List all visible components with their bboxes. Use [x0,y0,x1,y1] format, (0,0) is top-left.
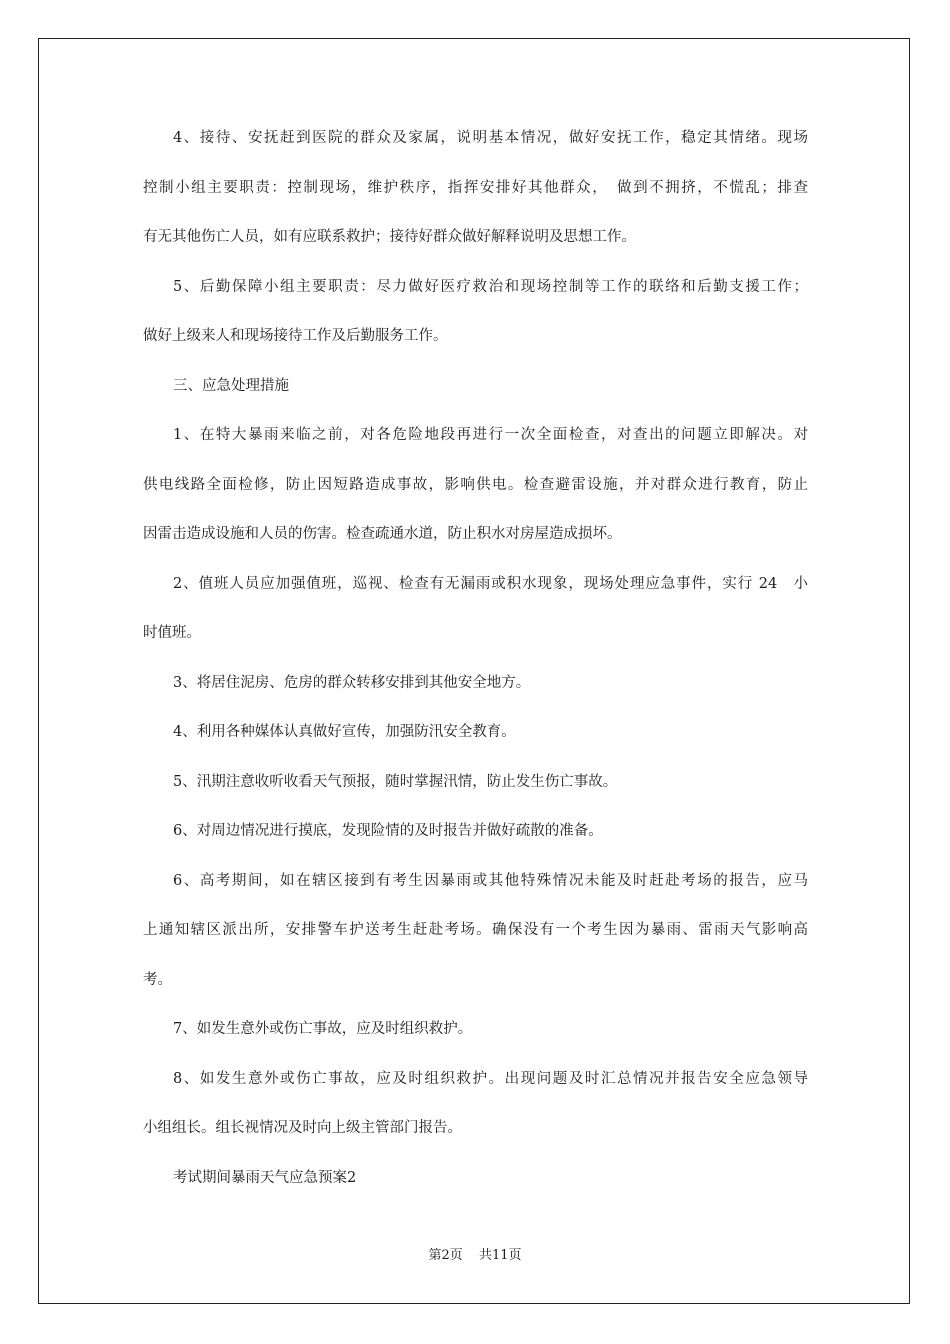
text-line: 小组组长。组长视情况及时向上级主管部门报告。 [143,1120,462,1136]
text-line: 5、汛期注意收听收看天气预报，随时掌握汛情，防止发生伤亡事故。 [173,773,618,790]
text-line: 5、后勤保障小组主要职责：尽力做好医疗救治和现场控制等工作的联络和后勤支援工作； [173,278,808,295]
text-line: 8、如发生意外或伤亡事故，应及时组织救护。出现问题及时汇总情况并报告安全应急领导 [173,1070,808,1087]
text-line: 6、对周边情况进行摸底，发现险情的及时报告并做好疏散的准备。 [173,823,603,839]
text-line: 1、在特大暴雨来临之前，对各危险地段再进行一次全面检查，对查出的问题立即解决。对 [173,427,808,443]
text-line: 供电线路全面检修，防止因短路造成事故，影响供电。检查避雷设施，并对群众进行教育，防止 [143,476,808,493]
text-line: 7、如发生意外或伤亡事故，应及时组织救护。 [173,1021,473,1037]
text-line: 6、高考期间，如在辖区接到有考生因暴雨或其他特殊情况未能及时赶赴考场的报告，应马 [173,872,808,889]
page-total: 共11页 [478,1248,522,1263]
document-body [143,118,808,1207]
text-line: 2、值班人员应加强值班，巡视、检查有无漏雨或积水现象，现场处理应急事件，实行 24 小 [173,575,808,592]
page-footer [0,1246,950,1266]
text-line: 考试期间暴雨天气应急预案2 [173,1169,357,1186]
text-line: 考。 [143,971,172,988]
page-number: 第2页 [428,1248,463,1263]
text-line: 做好上级来人和现场接待工作及后勤服务工作。 [143,328,448,344]
text-line: 上通知辖区派出所，安排警车护送考生赶赴考场。确保没有一个考生因为暴雨、雷雨天气影响高 [143,922,808,938]
text-line: 因雷击造成设施和人员的伤害。检查疏通水道，防止积水对房屋造成损坏。 [143,526,622,542]
text-line: 3、将居住泥房、危房的群众转移安排到其他安全地方。 [173,674,531,691]
text-line: 有无其他伤亡人员，如有应联系救护；接待好群众做好解释说明及思想工作。 [143,229,636,245]
text-line: 三、应急处理措施 [173,377,289,394]
text-line: 4、接待、安抚赶到医院的群众及家属，说明基本情况，做好安抚工作，稳定其情绪。现场 [173,130,808,146]
text-line: 控制小组主要职责：控制现场，维护秩序，指挥安排好其他群众， 做到不拥挤，不慌乱；排查 [143,179,808,196]
text-line: 4、利用各种媒体认真做好宣传，加强防汛安全教育。 [173,724,516,740]
text-line: 时值班。 [143,625,201,641]
